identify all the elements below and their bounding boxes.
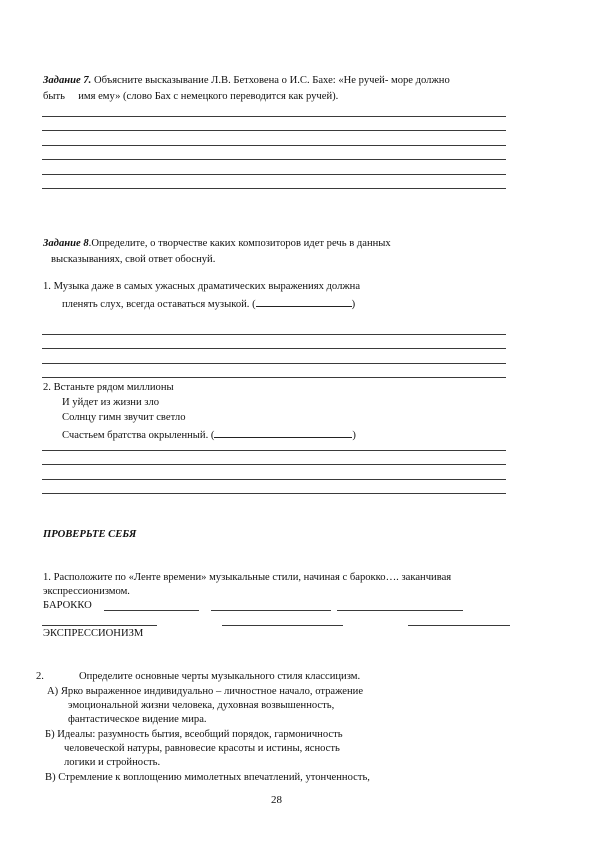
task8-text1: .Определите, о творчестве каких композиторов идет речь в данных xyxy=(88,238,391,249)
answer-line[interactable] xyxy=(42,479,506,480)
option-a-line3: фантастическое видение мира. xyxy=(68,714,207,725)
answer-line[interactable] xyxy=(42,377,506,378)
answer-line[interactable] xyxy=(42,363,506,364)
task8-q1-line1: 1. Музыка даже в самых ужасных драматических выражениях должна xyxy=(43,281,361,292)
option-a-line2: эмоциональной жизни человека, духовная возвышенность, xyxy=(68,700,335,711)
timeline-expressionism: ЭКСПРЕССИОНИЗМ xyxy=(43,628,144,639)
option-v-line1: В) Стремление к воплощению мимолетных впечатлений, утонченность, xyxy=(45,772,370,783)
timeline-baroque xyxy=(43,599,92,613)
answer-line[interactable] xyxy=(42,145,506,146)
check-item1-line2: экспрессионизмом. xyxy=(43,586,130,597)
composer-answer-field[interactable] xyxy=(214,426,352,438)
composer-answer-field[interactable] xyxy=(256,295,352,307)
task7-text2: быть имя ему» (слово Бах с немецкого переводится как ручей). xyxy=(43,91,339,102)
answer-line[interactable] xyxy=(42,334,506,335)
task8-q2-line2: И уйдет из жизни зло xyxy=(62,397,160,408)
task8-q2-line4 xyxy=(62,426,356,443)
baroque-label: БАРОККО xyxy=(43,600,92,611)
task8-line1 xyxy=(43,237,391,251)
option-b-line1: Б) Идеалы: разумность бытия, всеобщий порядок, гармоничность xyxy=(45,729,343,740)
task8-q2-line1: 2. Встаньте рядом миллионы xyxy=(43,382,174,393)
timeline-field[interactable] xyxy=(211,610,331,611)
timeline-field[interactable] xyxy=(222,625,343,626)
check-item1-line1: 1. Расположите по «Ленте времени» музыкальные стили, начиная с барокко…. заканчивая xyxy=(43,572,452,583)
task8-label: Задание 8 xyxy=(43,238,89,249)
answer-line[interactable] xyxy=(42,464,506,465)
check-heading: ПРОВЕРЬТЕ СЕБЯ xyxy=(43,529,137,540)
task8-q2-text: Счастьем братства окрыленный. ( xyxy=(62,430,215,441)
task7-line1 xyxy=(43,74,450,88)
timeline-field[interactable] xyxy=(337,610,463,611)
answer-line[interactable] xyxy=(42,116,506,117)
task8-text2: высказываниях, свой ответ обоснуй. xyxy=(51,254,216,265)
task7-text1: Объясните высказывание Л.В. Бетховена о И.С. Бахе: «Не ручей- море должно xyxy=(93,75,450,86)
answer-line[interactable] xyxy=(42,493,506,494)
answer-line[interactable] xyxy=(42,450,506,451)
timeline-field[interactable] xyxy=(42,625,157,626)
task8-q2-line3: Солнцу гимн звучит светло xyxy=(62,412,186,423)
timeline-field[interactable] xyxy=(408,625,510,626)
answer-line[interactable] xyxy=(42,130,506,131)
option-b-line3: логики и стройность. xyxy=(64,757,161,768)
page-number: 28 xyxy=(271,794,282,806)
task8-q1-line2 xyxy=(62,295,355,312)
option-b-line2: человеческой натуры, равновесие красоты и истины, ясность xyxy=(64,743,340,754)
task8-q1-text: пленять слух, всегда оставаться музыкой. ( xyxy=(62,299,256,310)
answer-line[interactable] xyxy=(42,348,506,349)
q2-close-paren: ) xyxy=(352,430,356,441)
answer-line[interactable] xyxy=(42,188,506,189)
option-a-line1: А) Ярко выраженное индивидуально – личностное начало, отражение xyxy=(47,686,364,697)
task7-label: Задание 7. xyxy=(43,75,92,86)
answer-line[interactable] xyxy=(42,159,506,160)
check-item2-text: Определите основные черты музыкального стиля классицизм. xyxy=(79,671,361,682)
answer-line[interactable] xyxy=(42,174,506,175)
q1-close-paren: ) xyxy=(351,299,356,310)
check-item2-number: 2. xyxy=(36,671,44,682)
timeline-field[interactable] xyxy=(104,610,199,611)
